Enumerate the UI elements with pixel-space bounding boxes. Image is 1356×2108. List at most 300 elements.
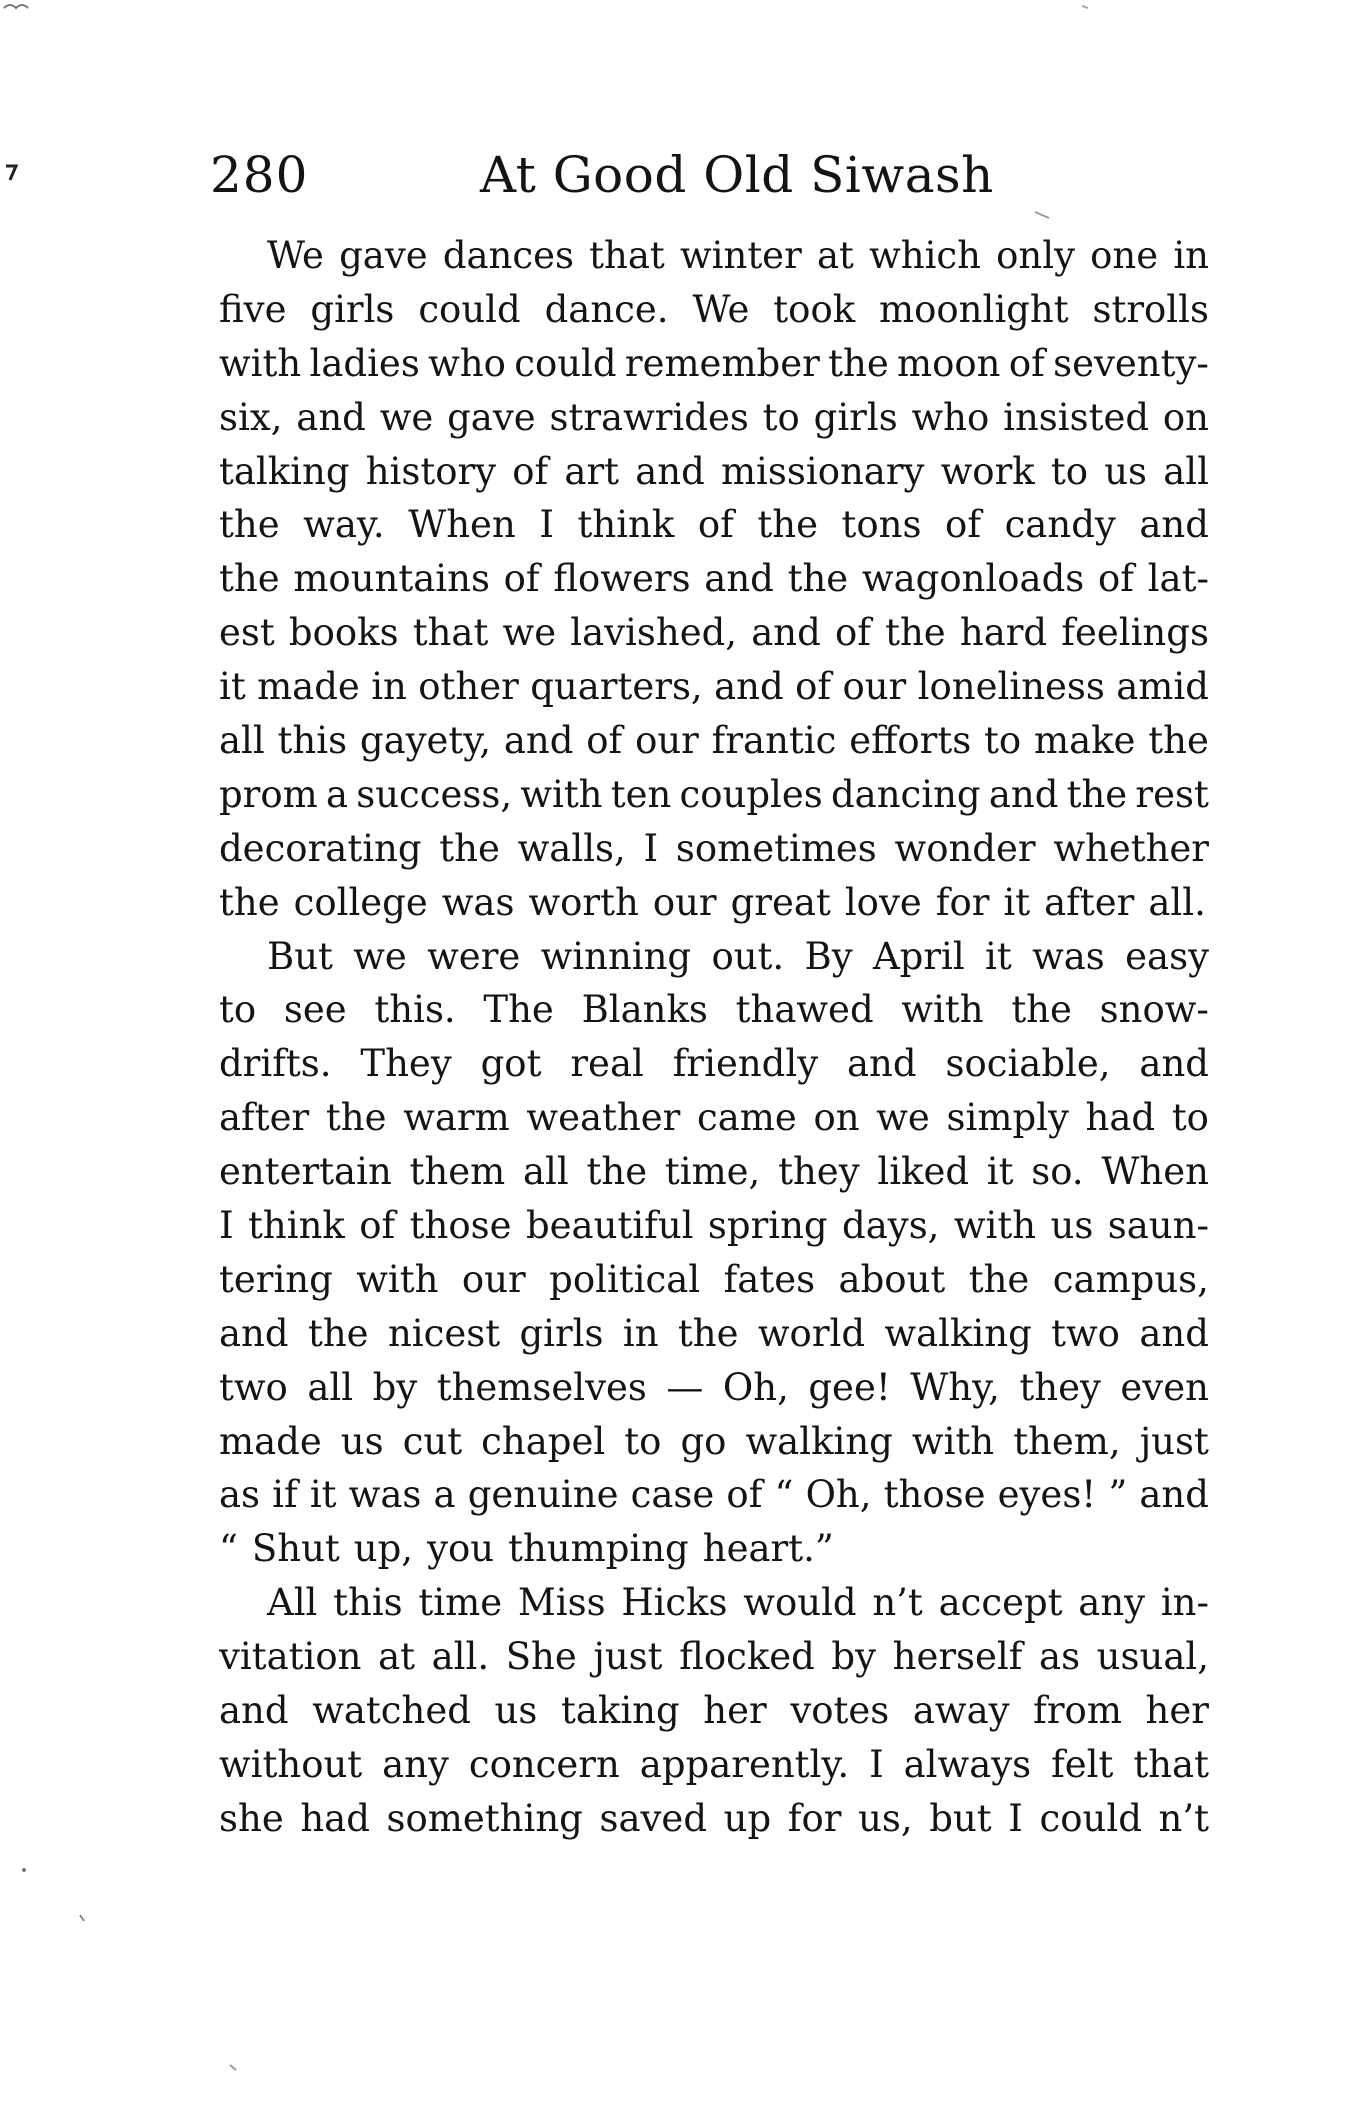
word: of [1098,557,1134,601]
text-line [219,498,1209,552]
word: gave [447,395,536,439]
word: them, [1013,1419,1121,1463]
word: books [288,611,399,655]
word: ” [1108,1473,1128,1517]
word: for [787,1796,842,1840]
word: which [869,234,981,277]
word: n’t [872,1581,923,1625]
text-line [219,283,1209,337]
word-space [831,876,845,930]
word: to [219,988,257,1032]
word: quarters, [530,665,703,709]
word: them [409,1150,506,1194]
word: it [309,1473,337,1517]
running-title: At Good Old Siwash [480,146,994,204]
word: We [267,234,324,277]
word: Hicks [621,1581,728,1625]
paragraph [219,1576,1209,1845]
paragraph [219,229,1209,930]
word: nicest [387,1311,501,1355]
word: way. [303,503,385,547]
word-space [494,1522,508,1576]
word: whether [1053,826,1209,870]
word: case [630,1473,715,1517]
word: warm [403,1096,510,1140]
word: girls [813,395,898,439]
word: one [1090,234,1159,277]
word: in [371,665,407,709]
word: make [1033,719,1136,763]
word: weather [526,1096,681,1140]
text-line [219,552,1209,606]
word: was [441,880,515,924]
word: candy [1004,503,1116,547]
word: all [307,1365,354,1409]
text-line [219,714,1209,768]
word: efforts [849,719,972,763]
word: it [1003,880,1031,924]
word: Why, [910,1365,1000,1409]
word-space [717,876,731,930]
word: it [219,665,246,709]
word: this. [374,988,456,1032]
word: with [901,988,984,1032]
word: she [219,1796,284,1840]
word: gave [339,234,428,277]
word: but [929,1796,992,1840]
word: the [828,341,889,385]
text-line [219,1522,1209,1576]
word: concern [468,1742,620,1786]
word: felt [1051,1742,1114,1786]
word: est [219,611,275,655]
word: and [1139,1311,1209,1355]
word: made [219,1419,322,1463]
word: dance. [544,287,669,331]
word: girls [310,287,395,331]
word: with [219,341,302,385]
word: after [219,1096,310,1140]
word: the [1066,772,1128,816]
word: by [831,1635,877,1679]
word-space [280,876,294,930]
word: us, [858,1796,913,1840]
word: political [549,1257,701,1301]
word: we [502,611,557,655]
word: I [219,1204,234,1248]
word: gee! [808,1365,891,1409]
word: flowers [553,557,691,601]
word: with [356,1257,439,1301]
text-line [219,768,1209,822]
word: a [325,772,348,816]
word: I [1008,1796,1023,1840]
word: five [219,287,287,331]
word: about [838,1257,946,1301]
word: lavished, [570,611,738,655]
text-line [219,1253,1209,1307]
word: with [953,1204,1037,1248]
word: the [439,826,500,870]
word: The [483,988,554,1032]
word: all. [1148,880,1206,924]
word: wonder [894,826,1036,870]
word: our [461,1257,526,1301]
word: on [813,1096,860,1140]
word: All [267,1581,318,1625]
page-number: 280 [210,146,309,204]
word: of [834,611,871,655]
word: who [911,395,990,439]
word: this [333,1581,403,1625]
word-space [1030,876,1044,930]
scan-speck [1082,6,1088,8]
word: amid [1116,665,1209,709]
word: any [382,1742,449,1786]
word: and [219,1689,289,1733]
word: snow- [1099,988,1209,1032]
word: love [844,880,922,924]
word: and [714,665,784,709]
word: our [842,665,907,709]
word: winter [679,234,802,277]
word: at [816,234,854,277]
word: could [1039,1796,1142,1840]
word: We [692,287,750,331]
scan-speck [230,2065,236,2070]
word: dancing [830,772,981,816]
word: to [1050,449,1089,493]
word: sociable, [945,1042,1111,1086]
word: When [1101,1150,1209,1194]
word: us [340,1419,384,1463]
word: something [386,1796,583,1840]
word: Oh, [805,1473,872,1517]
text-line [219,445,1209,499]
word: I [643,826,659,870]
text-line [219,1037,1209,1091]
word: had [300,1796,370,1840]
text-line [219,229,1209,283]
scan-speck [6,166,16,180]
word: couples [679,772,823,816]
word: success, [356,772,513,816]
word: I [869,1742,884,1786]
word: When [408,503,516,547]
word: they [1019,1365,1101,1409]
word: the [787,557,849,601]
word: and [635,449,705,493]
word: so. [1031,1150,1084,1194]
word: spring [707,1204,828,1248]
word: of [795,665,832,709]
word: Miss [517,1581,606,1625]
word: if [272,1473,298,1517]
word: By [804,934,853,978]
word: feelings [1061,611,1209,655]
word: our [635,719,699,763]
word: themselves [436,1365,647,1409]
word: even [1120,1365,1209,1409]
word: of [503,557,540,601]
scan-speck [4,5,28,8]
text-line [219,1468,1209,1522]
text-line [219,1307,1209,1361]
word: great [730,880,831,924]
text-line [219,1091,1209,1145]
word: that [412,611,489,655]
word: of [726,1473,763,1517]
word: all [523,1150,569,1194]
word: They [360,1042,452,1086]
text-line [219,1630,1209,1684]
word: the [219,880,280,924]
word: the [219,557,280,601]
word: with [520,772,603,816]
text-line [219,391,1209,445]
word: entertain [219,1150,392,1194]
word: mountains [293,557,490,601]
word: Oh, [722,1365,789,1409]
word: thumping [508,1527,689,1571]
word: vitation [219,1635,362,1679]
word: just [1139,1419,1209,1463]
word: and [503,719,574,763]
page-header [210,145,1210,205]
word: taking [560,1689,680,1733]
word: as [1039,1635,1081,1679]
word: chapel [481,1419,606,1463]
word: that [1133,1742,1209,1786]
word: She [505,1635,577,1679]
word: the [677,1311,739,1355]
word: us [494,1689,538,1733]
word: up, [353,1527,414,1571]
word: of [697,503,734,547]
scan-speck [22,1868,26,1872]
word: April [872,934,965,978]
text-line [219,1361,1209,1415]
word: — [666,1365,704,1409]
word-space [989,876,1003,930]
word: strolls [1092,287,1209,331]
scan-speck [1035,212,1049,218]
word: the [219,503,280,547]
word: we [379,395,434,439]
word: ladies [309,341,420,385]
text-line [219,876,1209,930]
word-space [689,1522,703,1576]
word: time, [664,1150,761,1194]
word: we [876,1096,930,1140]
word: tons [841,503,922,547]
word: out. [711,934,785,978]
word: prom [219,772,318,816]
word: girls [519,1311,604,1355]
word: eyes! [997,1473,1097,1517]
word-space [238,1522,252,1576]
word: of [945,503,982,547]
word: from [1033,1689,1122,1733]
word: our [652,880,717,924]
word: walls, [517,826,626,870]
word: think [577,503,675,547]
word: heart.” [702,1527,834,1571]
word: you [427,1527,495,1571]
word: apparently. [639,1742,850,1786]
word: got [480,1042,542,1086]
word: winning [540,934,692,978]
word: of [1008,341,1045,385]
word: of [512,449,549,493]
word: away [912,1689,1010,1733]
word: campus, [1052,1257,1209,1301]
word: liked [877,1150,970,1194]
word: was [348,1473,422,1517]
word: on [1162,395,1209,439]
word: days, [842,1204,940,1248]
word: all [1163,449,1209,493]
word: college [293,880,428,924]
word: see [283,988,347,1032]
text-line [219,1145,1209,1199]
word: rest [1135,772,1209,816]
word: and [988,772,1059,816]
word: friendly [672,1042,819,1086]
word: took [773,287,856,331]
word: to [984,719,1022,763]
word-space [413,1522,427,1576]
text-line [219,606,1209,660]
text-line [219,1792,1209,1846]
word: “ [774,1473,794,1517]
word: missionary [720,449,925,493]
text-line [219,1738,1209,1792]
word: and [296,395,366,439]
word: the [1011,988,1072,1032]
word: strawrides [549,395,749,439]
word: to [624,1419,662,1463]
word: beautiful [525,1204,694,1248]
word: the [307,1311,369,1355]
word: watched [312,1689,471,1733]
word: real [570,1042,644,1086]
word: and [847,1042,917,1086]
text-line [219,1199,1209,1253]
word: the [885,611,946,655]
word: world [757,1311,866,1355]
word: flocked [679,1635,815,1679]
word: moon [897,341,1001,385]
word: us [1050,1204,1094,1248]
word: herself [892,1635,1023,1679]
word: usual, [1096,1635,1209,1679]
word: two [1051,1311,1120,1355]
word-space [922,876,936,930]
word: at [378,1635,416,1679]
word: the [325,1096,387,1140]
word: with [911,1419,995,1463]
word: without [219,1742,363,1786]
word: only [996,234,1075,277]
word: would [743,1581,857,1625]
text-line [219,1684,1209,1738]
word-space [514,876,528,930]
word: this [277,719,348,763]
word-space [639,876,653,930]
word: lat- [1147,557,1209,601]
word: go [680,1419,727,1463]
word: any [1078,1581,1146,1625]
word: we [353,934,407,978]
word: work [940,449,1035,493]
word-space [428,876,442,930]
text-line [219,822,1209,876]
text-line [219,930,1209,984]
word: came [697,1096,797,1140]
word: remember [624,341,820,385]
word: who [428,341,506,385]
text-line [219,983,1209,1037]
word: ten [610,772,672,816]
word: seventy- [1053,341,1209,385]
word: simply [946,1096,1069,1140]
word: her [703,1689,767,1733]
word: that [589,234,665,277]
word: in [1173,234,1209,277]
word: all [219,719,265,763]
word: tering [219,1257,333,1301]
word: insisted [1003,395,1150,439]
word: art [564,449,620,493]
word: frantic [711,719,837,763]
word: cut [402,1419,463,1463]
word: the [586,1150,648,1194]
word: drifts. [219,1042,332,1086]
word: gayety, [359,719,492,763]
word: decorating [219,826,422,870]
word: and [704,557,774,601]
word: and [751,611,821,655]
word: accept [938,1581,1063,1625]
word: and [1139,503,1209,547]
word: think [248,1204,345,1248]
word: walking [745,1419,893,1463]
word: those [409,1204,512,1248]
text-line [219,1576,1209,1630]
word: were [427,934,521,978]
word: the [1148,719,1209,763]
text-line [219,337,1209,391]
word: the [757,503,818,547]
word: it [985,934,1012,978]
word: Blanks [581,988,708,1032]
paragraph [219,930,1209,1577]
word: hard [959,611,1048,655]
word: always [903,1742,1032,1786]
word: had [1085,1096,1156,1140]
word: But [267,934,333,978]
word: a [433,1473,456,1517]
word: up [723,1796,772,1840]
word: talking [219,449,350,493]
word: Shut [251,1527,340,1571]
body-text [219,229,1209,1846]
word: and [1139,1042,1209,1086]
word: by [372,1365,418,1409]
word: saun- [1107,1204,1209,1248]
word-space [1134,876,1148,930]
